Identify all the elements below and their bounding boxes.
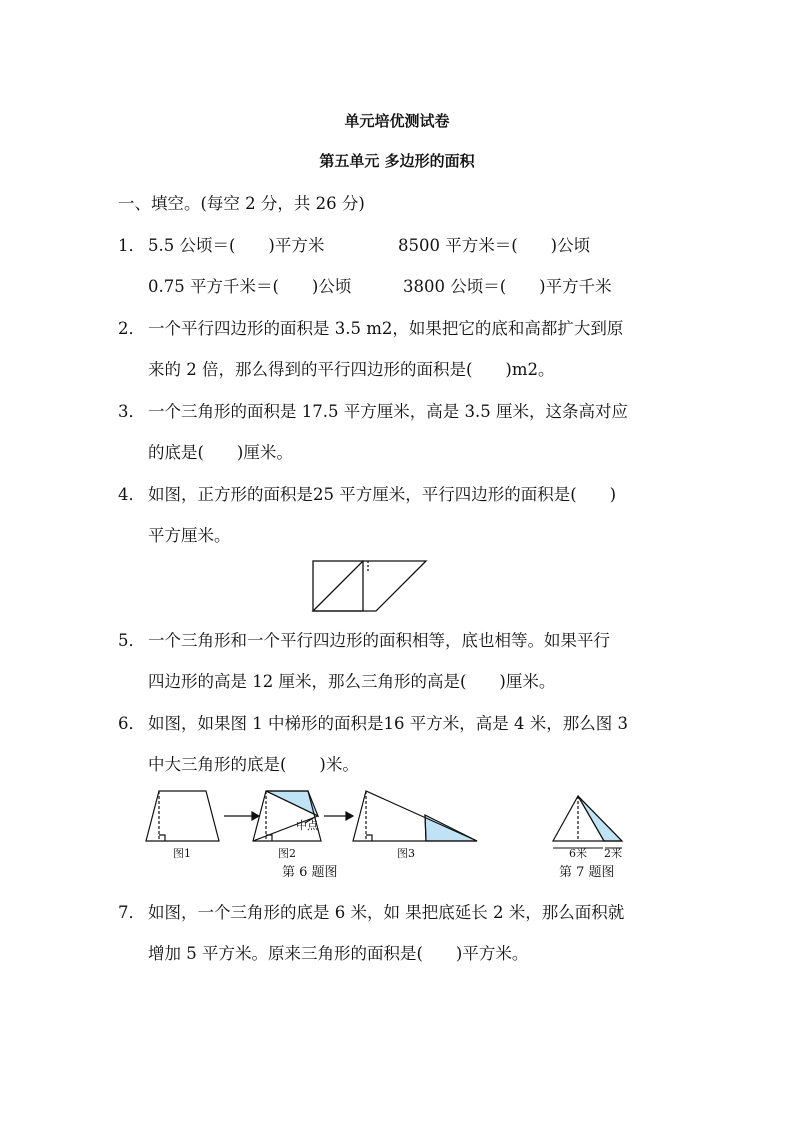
question-6-line-2: 中大三角形的底是( )米。 (148, 755, 359, 774)
section-heading: 一、填空。(每空 2 分，共 26 分) (118, 194, 365, 213)
question-3-number: 3． (118, 402, 145, 421)
q6-fig1-label: 图1 (173, 847, 191, 860)
question-2-line-2: 来的 2 倍，那么得到的平行四边形的面积是( )m2。 (148, 360, 555, 379)
question-3-line-1: 一个三角形的面积是 17.5 平方厘米，高是 3.5 厘米，这条高对应 (148, 402, 628, 421)
q6-arrow-1-head (252, 812, 259, 820)
question-1-item-d: 3800 公顷＝( )平方千米 (403, 277, 612, 296)
q6-midpoint-label: 中点 (296, 819, 318, 832)
q6-fig3-right-angle (366, 835, 372, 841)
question-4-line-2: 平方厘米。 (148, 526, 231, 545)
question-7-line-1: 如图，一个三角形的底是 6 米，如 果把底延长 2 米，那么面积就 (148, 903, 625, 922)
q6-arrow-2-head (346, 812, 353, 820)
question-7-number: 7． (118, 903, 145, 922)
question-4-number: 4． (118, 485, 145, 504)
question-7-line-2: 增加 5 平方米。原来三角形的面积是( )平方米。 (148, 944, 529, 963)
question-5-number: 5． (118, 631, 145, 650)
page-subtitle: 第五单元 多边形的面积 (319, 152, 475, 170)
page-title: 单元培优测试卷 (344, 112, 450, 130)
question-5-line-2: 四边形的高是 12 厘米，那么三角形的高是( )厘米。 (148, 672, 556, 691)
question-2-line-1: 一个平行四边形的面积是 3.5 m2，如果把它的底和高都扩大到原 (148, 319, 624, 338)
question-1-item-b: 8500 平方米＝( )公顷 (398, 236, 591, 255)
question-6-line-1: 如图，如果图 1 中梯形的面积是16 平方米，高是 4 米，那么图 3 (148, 714, 628, 733)
question-4-line-1: 如图，正方形的面积是25 平方厘米，平行四边形的面积是( ) (148, 485, 617, 504)
q6-fig3-label: 图3 (397, 847, 415, 860)
question-3-line-2: 的底是( )厘米。 (148, 443, 293, 462)
question-1-item-a: 5.5 公顷＝( )平方米 (148, 236, 325, 255)
question-6-number: 6． (118, 714, 145, 733)
q6-fig1-trapezoid (146, 791, 219, 841)
question-1-number: 1． (118, 236, 145, 255)
question-2-number: 2． (118, 319, 145, 338)
q7-base-label: 6米 (569, 847, 587, 860)
q7-caption: 第 7 题图 (559, 865, 615, 880)
q7-ext-label: 2米 (604, 847, 622, 860)
question-1-item-c: 0.75 平方千米＝( )公顷 (148, 277, 352, 296)
q6-fig1-right-angle (159, 835, 165, 841)
q6-caption: 第 6 题图 (282, 865, 338, 880)
question-5-line-1: 一个三角形和一个平行四边形的面积相等，底也相等。如果平行 (148, 631, 610, 650)
q6-fig2-label: 图2 (278, 847, 296, 860)
